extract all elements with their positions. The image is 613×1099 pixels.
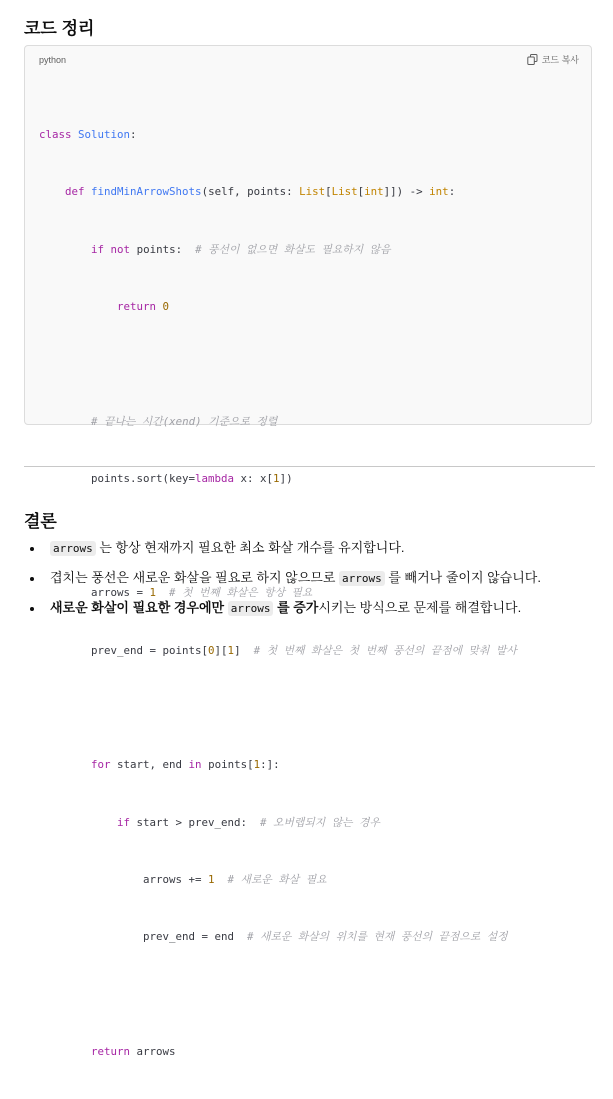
copy-code-button[interactable]	[527, 53, 579, 66]
code-line: # 끝나는 시간(xend) 기준으로 정렬	[91, 414, 278, 428]
inline-code: arrows	[339, 571, 385, 586]
section-title-conclusion: 결론	[24, 512, 57, 531]
code-line: arrows = 1 # 첫 번째 화살은 항상 필요	[39, 586, 313, 600]
copy-icon	[527, 54, 538, 65]
list-item: 새로운 화살이 필요한 경우에만 arrows 를 증가시키는 방식으로 문제를 해결합니다.	[24, 598, 541, 628]
code-line: prev_end = end # 새로운 화살의 위치를 현재 풍선의 끝점으로 설정	[39, 930, 508, 944]
section-title-code-summary: 코드 정리	[24, 19, 95, 38]
code-line: def findMinArrowShots(self, points: List[List[int]]) -> int:	[65, 185, 456, 199]
code-line: prev_end = points[0][1] # 첫 번째 화살은 첫 번째 풍선의 끝점에 맞춰 발사	[39, 643, 517, 657]
code-line: return 0	[117, 300, 170, 314]
inline-code: arrows	[228, 601, 274, 616]
code-line: if not points: # 풍선이 없으면 화살도 필요하지 않음	[91, 242, 391, 256]
code-line: class Solution:	[39, 128, 137, 142]
section-divider	[24, 466, 595, 467]
inline-code: arrows	[50, 541, 96, 556]
code-line	[39, 354, 517, 373]
code-line: arrows += 1 # 새로운 화살 필요	[39, 872, 327, 886]
code-language-label: python	[39, 55, 67, 65]
conclusion-list	[24, 538, 541, 628]
code-line: for start, end in points[1:]:	[91, 758, 280, 772]
code-line: return arrows	[91, 1044, 176, 1058]
code-line	[39, 984, 517, 1003]
code-line: points.sort(key=lambda x: x[1])	[39, 471, 293, 485]
copy-code-label: 코드 복사	[541, 55, 579, 65]
list-item: arrows 는 항상 현재까지 필요한 최소 화살 개수를 유지합니다.	[24, 538, 541, 568]
code-line: if start > prev_end: # 오버랩되지 않는 경우	[117, 815, 380, 829]
code-line	[39, 698, 517, 717]
list-item: 겹치는 풍선은 새로운 화살을 필요로 하지 않으므로 arrows 를 빼거나 줄이지 않습니다.	[24, 568, 541, 598]
